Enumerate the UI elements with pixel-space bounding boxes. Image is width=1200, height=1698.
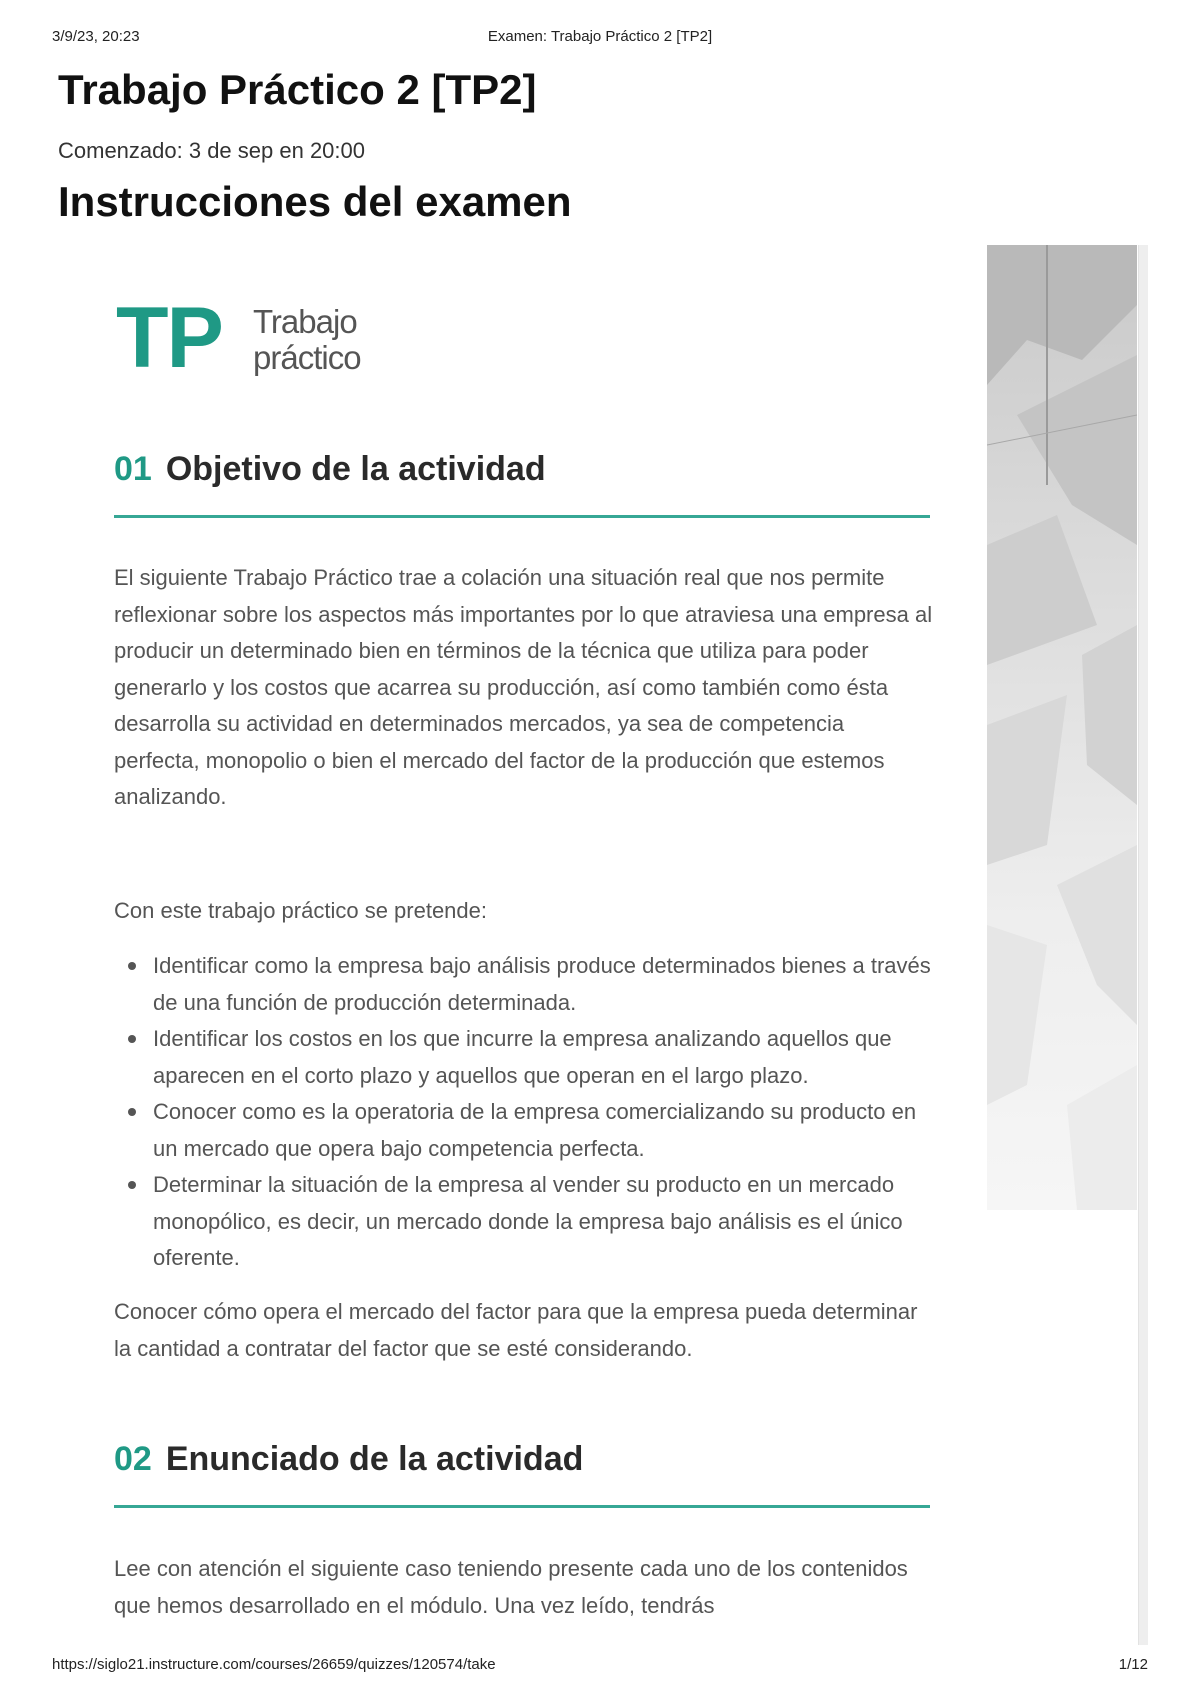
print-document-title: Examen: Trabajo Práctico 2 [TP2]	[487, 28, 713, 45]
page-url: https://siglo21.instructure.com/courses/26659/quizzes/120574/take	[52, 1656, 496, 1673]
started-timestamp: Comenzado: 3 de sep en 20:00	[58, 138, 366, 163]
list-item	[114, 1167, 944, 1277]
objective-paragraph: El siguiente Trabajo Práctico trae a colación una situación real que nos permite reflexionar sobre los aspectos más importantes por lo que atraviesa una empresa al producir un determinado bien en términos de la técnica que utiliza para poder generarlo y los costos que acarrea su producción, así como también como ésta desarrolla su actividad en determinados mercados, ya sea de competencia perfecta, monopolio o bien el mercado del factor de la producción que estemos analizando.	[114, 565, 933, 809]
section-heading-enunciado	[114, 1440, 583, 1479]
bullet-icon	[128, 1181, 136, 1189]
tp-logo-line2: práctico	[253, 339, 361, 376]
section-heading-objetivo	[114, 450, 546, 489]
section-number: 01	[114, 450, 152, 488]
section-title: Objetivo de la actividad	[165, 450, 546, 488]
bullet-icon	[128, 1035, 136, 1043]
section-number: 02	[114, 1440, 152, 1478]
list-item-text: Determinar la situación de la empresa al vender su producto en un mercado monopólico, es decir, un mercado donde la empresa bajo análisis es el único oferente.	[153, 1172, 903, 1270]
page-counter: 1/12	[1118, 1656, 1148, 1673]
bullet-icon	[128, 962, 136, 970]
page-scrollbar[interactable]	[1138, 245, 1148, 1645]
list-item	[114, 1094, 944, 1167]
print-footer	[0, 1656, 1200, 1678]
bullet-icon	[128, 1108, 136, 1116]
tp-logo-mark: TP	[116, 290, 222, 386]
list-item-text: Conocer como es la operatoria de la empresa comercializando su producto en un mercado que opera bajo competencia perfecta.	[153, 1099, 917, 1161]
page-title: Trabajo Práctico 2 [TP2]	[58, 66, 537, 113]
aims-intro: Con este trabajo práctico se pretende:	[114, 898, 488, 923]
section-divider	[114, 515, 930, 518]
instructions-heading: Instrucciones del examen	[58, 178, 572, 225]
section-title: Enunciado de la actividad	[165, 1440, 584, 1478]
tp-logo-line1: Trabajo	[253, 303, 357, 340]
decorative-architecture-image	[987, 245, 1137, 1210]
print-datetime: 3/9/23, 20:23	[52, 28, 140, 45]
section-divider	[114, 1505, 930, 1508]
statement-paragraph: Lee con atención el siguiente caso teniendo presente cada uno de los contenidos que hemos desarrollado en el módulo. Una vez leído, tendrás	[114, 1556, 908, 1618]
tp-logo	[116, 290, 396, 386]
list-item	[114, 1021, 944, 1094]
list-item-text: Identificar como la empresa bajo análisis produce determinados bienes a través de una función de producción determinada.	[153, 953, 931, 1015]
list-item	[114, 948, 944, 1021]
list-item-text: Identificar los costos en los que incurre la empresa analizando aquellos que aparecen en el corto plazo y aquellos que operan en el largo plazo.	[153, 1026, 892, 1088]
closing-paragraph: Conocer cómo opera el mercado del factor para que la empresa pueda determinar la cantidad a contratar del factor que se esté considerando.	[114, 1299, 918, 1361]
aims-list	[114, 948, 944, 1277]
print-header	[0, 28, 1200, 50]
